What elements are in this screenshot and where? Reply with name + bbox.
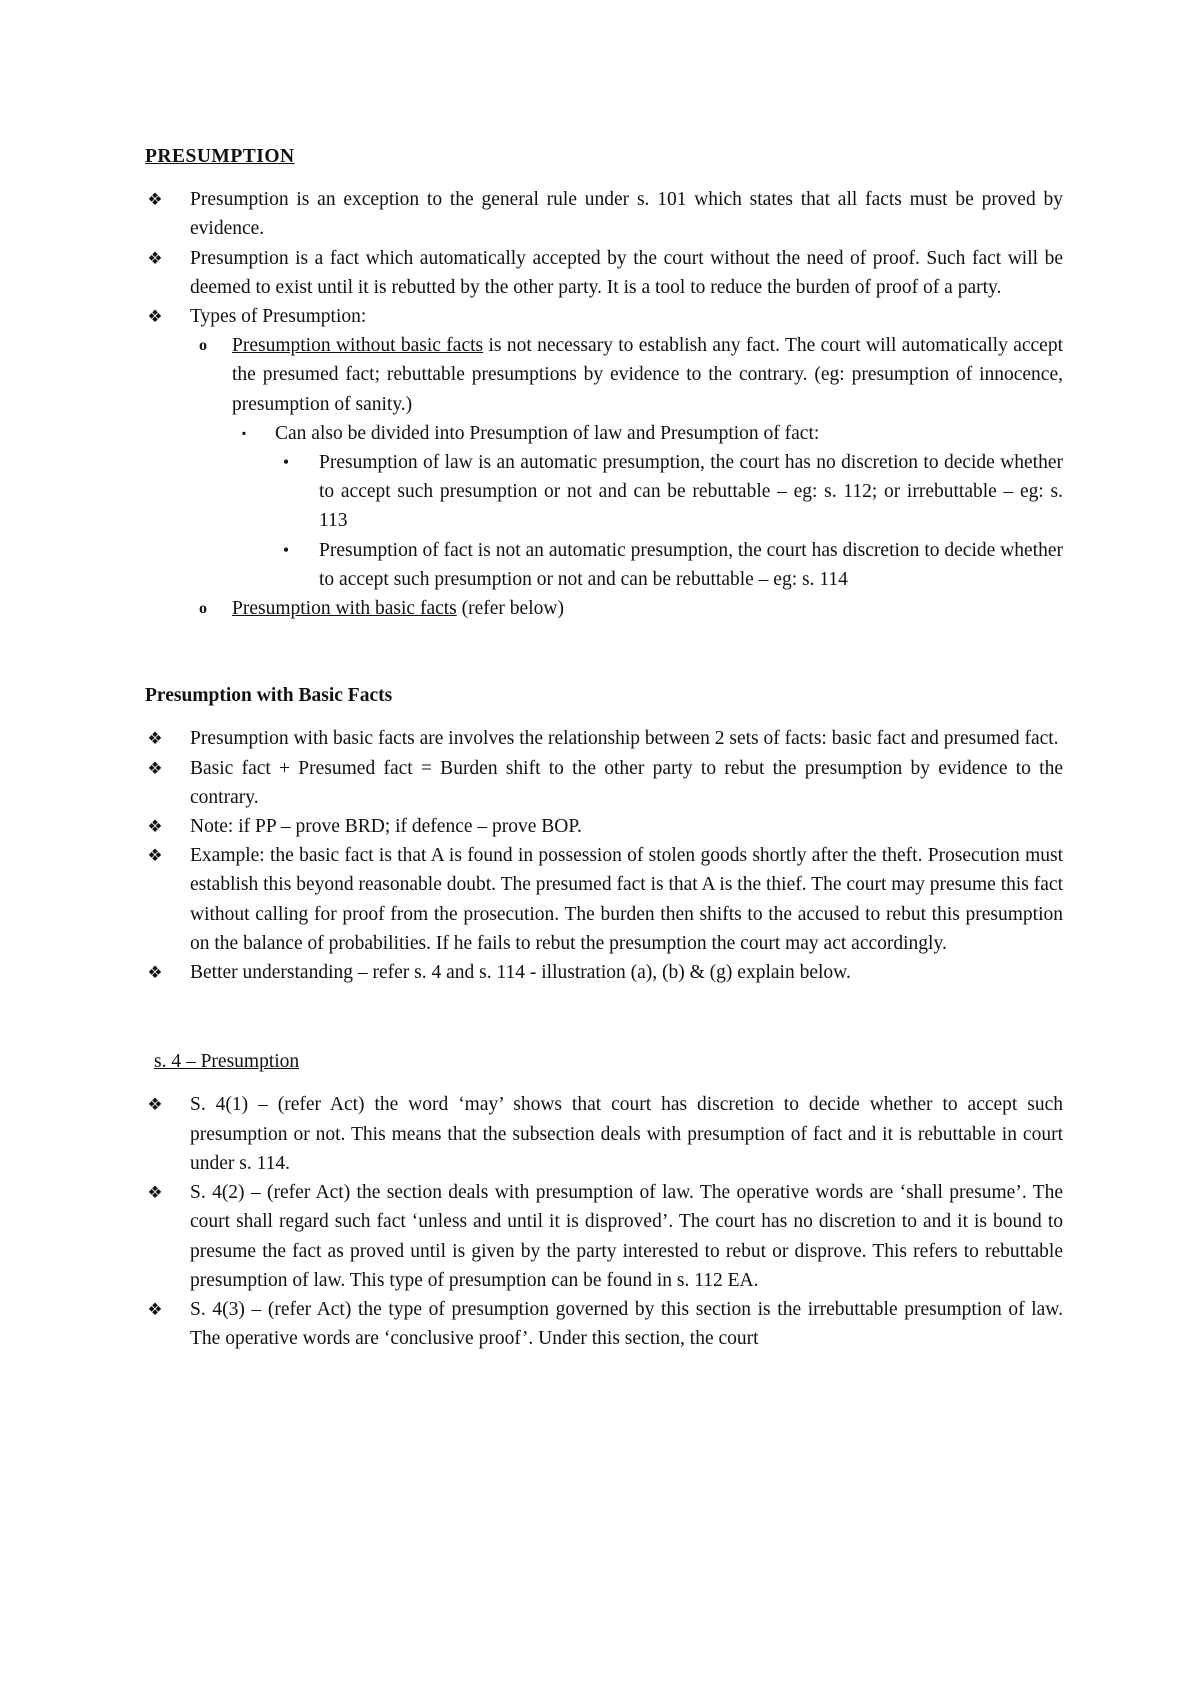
- list-item: [145, 1090, 1063, 1178]
- section-heading: s. 4 – Presumption: [154, 1051, 300, 1073]
- square-bullet-icon: ▪: [241, 425, 247, 440]
- list-item: [145, 1295, 1063, 1353]
- diamond-bullet-icon: ❖: [147, 963, 163, 983]
- diamond-bullet-icon: ❖: [147, 307, 163, 327]
- list-item: [145, 1178, 1063, 1295]
- sub-list-item: [145, 594, 1063, 623]
- sub-sub-list-item-text: Can also be divided into Presumption of law and Presumption of fact:: [275, 422, 820, 444]
- page-title: PRESUMPTION: [145, 146, 295, 167]
- list-item-text: Example: the basic fact is that A is found in possession of stolen goods shortly after the theft. Prosecution must establish this beyond reasonable doubt. The presumed fact is that A is the thief. The court may presume this fact without calling for proof from the prosecution. The burden then shifts to the accused to rebut this presumption on the balance of probabilities. If he fails to rebut the presumption the court may act accordingly.: [190, 845, 1063, 954]
- sub-list-item-text: (refer below): [456, 598, 564, 620]
- list-item: [145, 958, 1063, 987]
- diamond-bullet-icon: ❖: [147, 817, 163, 837]
- diamond-bullet-icon: ❖: [147, 1299, 163, 1319]
- underlined-term: Presumption without basic facts: [232, 335, 484, 357]
- diamond-bullet-icon: ❖: [147, 190, 163, 210]
- sub-list-item: [145, 331, 1063, 419]
- sub-sub-list-item: [145, 419, 1063, 448]
- list-item-text: Presumption with basic facts are involves the relationship between 2 sets of facts: basic fact and presumed fact.: [190, 728, 1059, 750]
- list-item: [145, 185, 1063, 243]
- list-item-text: Basic fact + Presumed fact = Burden shift to the other party to rebut the presumption by evidence to the contrary.: [190, 757, 1063, 808]
- diamond-bullet-icon: ❖: [147, 1095, 163, 1115]
- underlined-term: Presumption with basic facts: [232, 598, 457, 620]
- sub-list-item-text: is not necessary to establish any fact. The court will automatically accept the presumed fact; rebuttable presumptions by evidence to the contrary. (eg: presumption of innocence, presumption of sanity.): [232, 335, 1063, 415]
- diamond-bullet-icon: ❖: [147, 248, 163, 268]
- diamond-bullet-icon: ❖: [147, 729, 163, 749]
- dot-bullet-icon: •: [282, 452, 290, 473]
- list-item-text: Types of Presumption:: [190, 306, 367, 328]
- list-item-text: S. 4(1) – (refer Act) the word ‘may’ shows that court has discretion to decide whether to accept such presumption or not. This means that the subsection deals with presumption of fact and it is rebuttable in court under s. 114.: [190, 1094, 1063, 1174]
- diamond-bullet-icon: ❖: [147, 1183, 163, 1203]
- list-item: [145, 724, 1063, 753]
- list-item-text: Presumption is a fact which automatically accepted by the court without the need of proof. Such fact will be deemed to exist until it is rebutted by the other party. It is a tool to reduce the burden of proof of a party.: [190, 247, 1063, 298]
- dot-list-item-text: Presumption of fact is not an automatic presumption, the court has discretion to decide whether to accept such presumption or not and can be rebuttable – eg: s. 114: [319, 539, 1063, 590]
- diamond-bullet-icon: ❖: [147, 758, 163, 778]
- circle-bullet-icon: o: [199, 337, 207, 355]
- list-item-text: S. 4(3) – (refer Act) the type of presumption governed by this section is the irrebuttable presumption of law. The operative words are ‘conclusive proof’. Under this section, the court: [190, 1298, 1063, 1350]
- document-page: [145, 142, 1063, 1353]
- dot-bullet-icon: •: [282, 539, 290, 560]
- circle-bullet-icon: o: [199, 600, 207, 618]
- list-item-text: Better understanding – refer s. 4 and s. 114 - illustration (a), (b) & (g) explain below.: [190, 962, 851, 984]
- list-item-text: Note: if PP – prove BRD; if defence – prove BOP.: [190, 816, 582, 838]
- diamond-bullet-icon: ❖: [147, 846, 163, 866]
- list-item: [145, 244, 1063, 302]
- list-item: [145, 754, 1063, 812]
- list-item-text: Presumption is an exception to the general rule under s. 101 which states that all facts must be proved by evidence.: [190, 189, 1063, 240]
- dot-list-item-text: Presumption of law is an automatic presumption, the court has no discretion to decide whether to accept such presumption or not and can be rebuttable – eg: s. 112; or irrebuttable – eg: s. 113: [319, 452, 1063, 532]
- list-item-text: S. 4(2) – (refer Act) the section deals with presumption of law. The operative words are ‘shall presume’. The court shall regard such fact ‘unless and until it is disproved’. The court has no discretion to and it is bound to presume the fact as proved until is given by the party interested to rebut or disprove. This refers to rebuttable presumption of law. This type of presumption can be found in s. 112 EA.: [190, 1182, 1063, 1291]
- list-item: [145, 302, 1063, 331]
- list-item: [145, 841, 1063, 958]
- dot-list-item: [145, 448, 1063, 536]
- section-heading: Presumption with Basic Facts: [145, 685, 393, 707]
- list-item: [145, 812, 1063, 841]
- dot-list-item: [145, 536, 1063, 594]
